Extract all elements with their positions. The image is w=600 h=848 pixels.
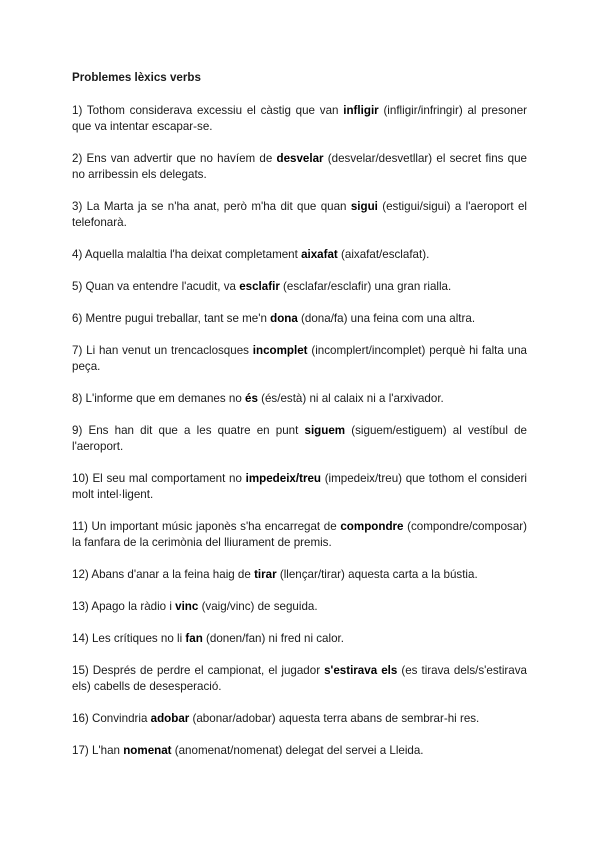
exercise-item [72,663,527,695]
item-text: (donen/fan) ni fred ni calor. [202,632,344,645]
item-text: (llençar/tirar) aquesta carta a la bústia. [276,568,478,581]
item-text: 3) La Marta ja se n'ha anat, però m'ha dit que quan [72,200,351,213]
item-text: 16) Convindria [72,712,151,725]
item-answer: nomenat [123,744,172,757]
exercise-item [72,567,527,583]
item-text: 1) Tothom considerava excessiu el càstig que van [72,104,344,117]
item-text: 10) El seu mal comportament no [72,472,246,485]
exercise-item [72,151,527,183]
item-answer: sigui [350,200,378,213]
item-text: (impedeix/treu) que tothom el consideri molt intel·ligent. [72,472,527,501]
item-answer: aixafat [301,248,338,261]
item-text: 4) Aquella malaltia l'ha deixat completament [72,248,302,261]
item-text: (es tirava dels/s'estirava els) cabells de desesperació. [72,664,527,693]
exercise-item [72,471,527,503]
item-text: (siguem/estiguem) al vestíbul de l'aeroport. [72,424,527,453]
exercise-item [72,103,527,135]
item-text: (abonar/adobar) aquesta terra abans de sembrar-hi res. [189,712,480,725]
item-text: (incomplert/incomplet) perquè hi falta una peça. [72,344,527,373]
item-text: (aixafat/esclafat). [337,248,430,261]
exercise-item [72,743,527,759]
item-answer: compondre [340,520,404,533]
item-answer: vinc [175,600,199,613]
item-answer: fan [185,632,203,645]
exercise-item [72,631,527,647]
item-text: 11) Un important músic japonès s'ha encarregat de [72,520,341,533]
item-answer: infligir [343,104,379,117]
exercise-item [72,711,527,727]
item-text: 14) Les crítiques no li [72,632,186,645]
item-text: 15) Després de perdre el campionat, el jugador [72,664,325,677]
item-answer: esclafir [239,280,280,293]
item-text: (vaig/vinc) de seguida. [198,600,318,613]
item-text: 6) Mentre pugui treballar, tant se me'n [72,312,271,325]
item-text: 7) Li han venut un trencaclosques [72,344,253,357]
item-text: (desvelar/desvetllar) el secret fins que no arribessin els delegats. [72,152,527,181]
exercise-item [72,423,527,455]
exercise-item [72,311,527,327]
exercise-item [72,599,527,615]
item-text: 12) Abans d'anar a la feina haig de [72,568,255,581]
item-answer: s'estirava els [324,664,398,677]
exercise-item [72,519,527,551]
item-text: 5) Quan va entendre l'acudit, va [72,280,240,293]
item-text: (estigui/sigui) a l'aeroport el telefonarà. [72,200,527,229]
exercise-item [72,391,527,407]
item-answer: adobar [150,712,190,725]
item-text: 9) Ens han dit que a les quatre en punt [72,424,305,437]
item-text: 2) Ens van advertir que no havíem de [72,152,277,165]
item-text: 13) Apago la ràdio i [72,600,176,613]
exercise-item [72,199,527,231]
item-answer: tirar [254,568,277,581]
item-text: (compondre/composar) la fanfara de la cerimònia del lliurament de premis. [72,520,527,549]
exercise-item [72,343,527,375]
document-page [72,70,527,775]
item-text: (dona/fa) una feina com una altra. [297,312,476,325]
item-text: (és/està) ni al calaix ni a l'arxivador. [257,392,444,405]
item-text: 17) L'han [72,744,124,757]
item-answer: desvelar [276,152,324,165]
item-answer: dona [270,312,298,325]
item-answer: siguem [304,424,346,437]
item-answer: incomplet [252,344,308,357]
exercise-item [72,279,527,295]
item-text: 8) L'informe que em demanes no [72,392,245,405]
exercise-item [72,247,527,263]
document-title: Problemes lèxics verbs [72,71,201,84]
item-text: (anomenat/nomenat) delegat del servei a Lleida. [171,744,424,757]
item-text: (esclafar/esclafir) una gran rialla. [279,280,452,293]
item-answer: impedeix/treu [245,472,321,485]
item-text: (infligir/infringir) al presoner que va intentar escapar-se. [72,104,527,133]
item-answer: és [245,392,258,405]
